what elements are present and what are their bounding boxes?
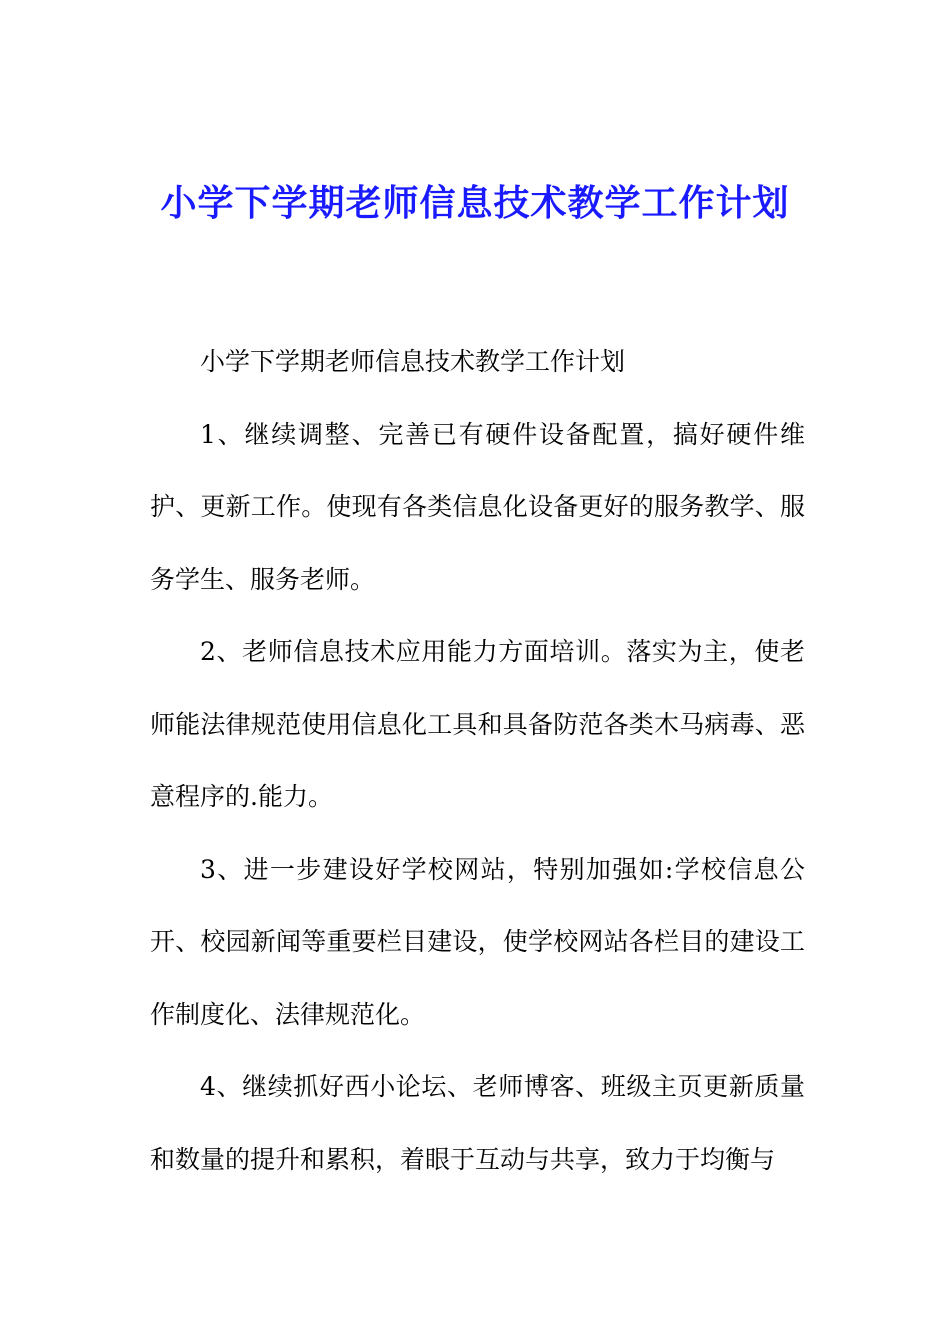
document-title: 小学下学期老师信息技术教学工作计划: [160, 183, 790, 224]
document-body: [150, 326, 805, 1196]
paragraph-item-2: 2、老师信息技术应用能力方面培训。落实为主，使老师能法律规范使用信息化工具和具备防范各类木马病毒、恶意程序的.能力。: [150, 637, 805, 811]
paragraph-item-3: 3、进一步建设好学校网站，特别加强如:学校信息公开、校园新闻等重要栏目建设，使学校网站各栏目的建设工作制度化、法律规范化。: [150, 854, 805, 1029]
paragraph-item-4: 4、继续抓好西小论坛、老师博客、班级主页更新质量和数量的提升和累积，着眼于互动与共享，致力于均衡与: [150, 1072, 805, 1174]
paragraph-subtitle: 小学下学期老师信息技术教学工作计划: [200, 347, 626, 376]
paragraph-item-1: 1、继续调整、完善已有硬件设备配置，搞好硬件维护、更新工作。使现有各类信息化设备更好的服务教学、服务学生、服务老师。: [150, 419, 805, 594]
